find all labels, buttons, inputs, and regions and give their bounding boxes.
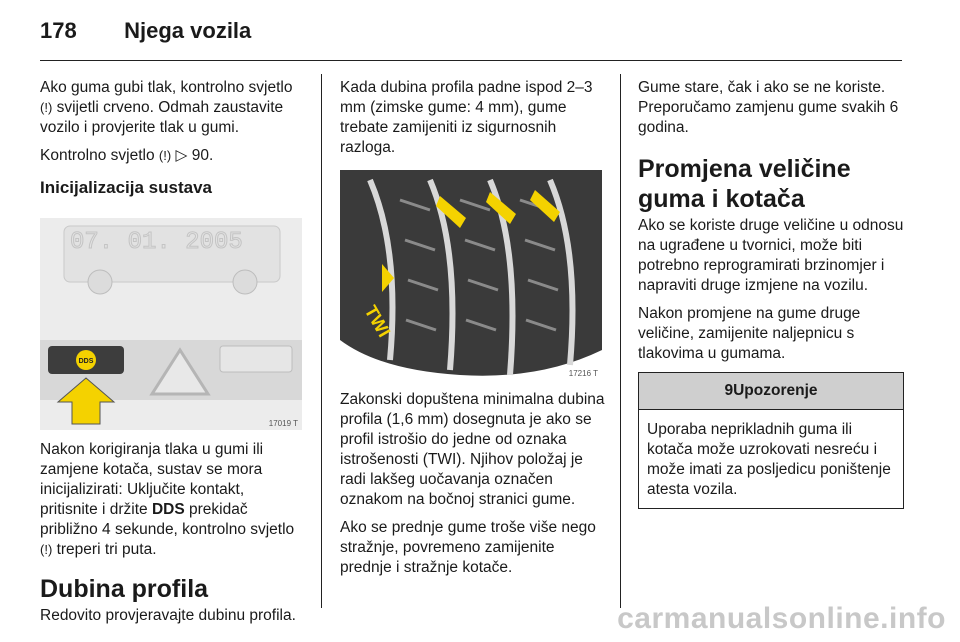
header-rule — [40, 60, 902, 61]
paragraph: Kada dubina profila padne ispod 2–3 mm (zimske gume: 4 mm), gume trebate zamijeniti iz sigurnosnih razloga. — [340, 79, 593, 156]
section-heading: Dubina profila — [40, 575, 209, 603]
dds-button-illustration — [40, 218, 302, 430]
column-2 — [340, 78, 606, 586]
dds-label: DDS — [78, 358, 94, 365]
watermark: carmanualsonline.info — [617, 602, 946, 635]
page-header — [40, 18, 251, 44]
paragraph: Redovito provjeravajte dubinu profila. — [40, 607, 296, 624]
column-divider — [620, 74, 621, 608]
column-divider — [321, 74, 322, 608]
warning-title: Upozorenje — [733, 382, 818, 399]
column-1 — [40, 78, 305, 634]
paragraph: Ako guma gubi tlak, kontrolno svjetlo (!) svijetli crveno. Odmah zaustavite vozilo i provjerite tlak u gumi. — [40, 79, 293, 136]
warning-box — [638, 372, 904, 509]
figure-code: 17216 T — [568, 369, 598, 378]
page-number: 178 — [40, 18, 77, 43]
paragraph: Nakon promjene na gume druge veličine, zamijenite naljepnicu s tlakovima u gumama. — [638, 305, 861, 362]
clock-display: 07. 01. 2005 — [70, 229, 243, 256]
figure-code: 17019 T — [268, 419, 298, 428]
dds-switch-label: DDS — [151, 501, 185, 518]
column-3 — [638, 78, 904, 509]
twi-marking: TWI — [360, 302, 395, 341]
paragraph: Ako se koriste druge veličine u odnosu na ugrađene u tvornici, može biti potrebno reprogramirati brzinomjer i napraviti druge izmjene na vozilu. — [638, 217, 904, 294]
tyre-pressure-warning-icon: (!) — [40, 100, 53, 115]
paragraph: Kontrolno svjetlo (!) ▷ 90. — [40, 147, 214, 164]
section-heading: Promjena veličine guma i kotača — [638, 155, 851, 213]
paragraph: Nakon korigiranja tlaka u gumi ili zamjene kotača, sustav se mora inicijalizirati: Uključite kontakt, pritisnite i držite DDS prekidač približno 4 sekunde, kontrolno svjetlo (!) treperi tri puta. — [40, 441, 295, 558]
page-title: Njega vozila — [124, 18, 252, 43]
section-heading: Inicijalizacija sustava — [40, 178, 212, 197]
paragraph: Zakonski dopuštena minimalna dubina profila (1,6 mm) dosegnuta je ako se profil istrošio do jedne od oznaka istrošenosti (TWI). Njihov položaj je radi lakšeg uočavanja označen oznakom na bočnoj stranici gume. — [340, 391, 605, 508]
warning-text: Uporaba neprikladnih guma ili kotača može uzrokovati nesreću i može imati za posljedicu poništenje atesta vozila. — [647, 421, 891, 498]
warning-triangle-icon: 9 — [724, 382, 734, 399]
paragraph: Gume stare, čak i ako se ne koriste. Preporučamo zamjenu gume svakih 6 godina. — [638, 79, 899, 136]
page-reference-arrow-icon: ▷ — [175, 147, 188, 164]
tyre-pressure-warning-icon: (!) — [40, 542, 53, 557]
warning-header — [639, 373, 903, 410]
tyre-tread-illustration — [340, 170, 602, 380]
tyre-pressure-warning-icon: (!) — [158, 148, 172, 163]
paragraph: Ako se prednje gume troše više nego stražnje, povremeno zamijenite prednje i stražnje kotače. — [340, 519, 596, 576]
